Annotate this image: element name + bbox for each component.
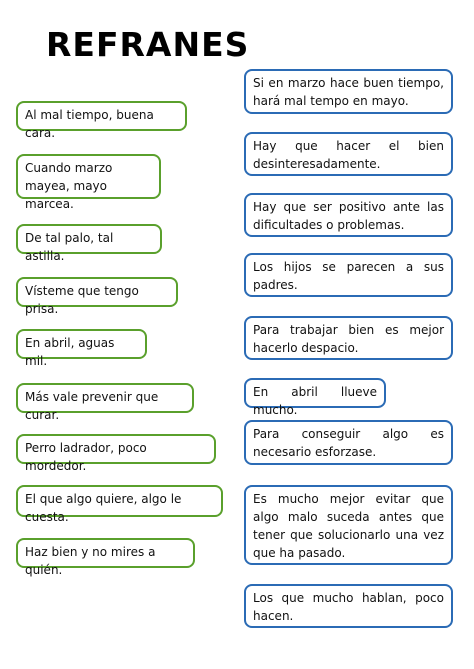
proverb-card[interactable] bbox=[16, 538, 195, 577]
meaning-card[interactable] bbox=[244, 253, 453, 297]
proverb-text: En abril, aguas mil. bbox=[25, 336, 115, 368]
proverb-card[interactable] bbox=[16, 154, 161, 211]
meaning-card[interactable] bbox=[244, 132, 453, 176]
proverb-text: De tal palo, tal astilla. bbox=[25, 231, 114, 263]
proverb-card[interactable] bbox=[16, 224, 162, 263]
meaning-text: Hay que ser positivo ante las dificultades o problemas. bbox=[253, 200, 444, 232]
meaning-card[interactable] bbox=[244, 69, 453, 114]
meaning-text: Los que mucho hablan, poco hacen. bbox=[253, 591, 444, 623]
proverb-card[interactable] bbox=[16, 434, 216, 473]
meaning-text: Para conseguir algo es necesario esforzase. bbox=[253, 427, 444, 459]
proverb-card[interactable] bbox=[16, 101, 187, 140]
proverb-text: El que algo quiere, algo le cuesta. bbox=[25, 492, 182, 524]
proverb-card[interactable] bbox=[16, 277, 178, 316]
meaning-card[interactable] bbox=[244, 584, 453, 628]
meaning-card[interactable] bbox=[244, 193, 453, 237]
proverb-text: Haz bien y no mires a quién. bbox=[25, 545, 156, 577]
meaning-text: Si en marzo hace buen tiempo, hará mal tempo en mayo. bbox=[253, 76, 444, 108]
meaning-card[interactable] bbox=[244, 420, 453, 465]
proverb-card[interactable] bbox=[16, 485, 223, 524]
proverb-card[interactable] bbox=[16, 329, 147, 368]
proverb-text: Al mal tiempo, buena cara. bbox=[25, 108, 154, 140]
meaning-text: Los hijos se parecen a sus padres. bbox=[253, 260, 444, 292]
proverb-card[interactable] bbox=[16, 383, 194, 422]
proverb-text: Vísteme que tengo prisa. bbox=[25, 284, 139, 316]
page-title: REFRANES bbox=[46, 25, 250, 64]
meaning-card[interactable] bbox=[244, 316, 453, 360]
meaning-text: Hay que hacer el bien desinteresadamente. bbox=[253, 139, 444, 171]
proverb-text: Cuando marzo mayea, mayo marcea. bbox=[25, 161, 113, 211]
proverb-text: Más vale prevenir que curar. bbox=[25, 390, 159, 422]
meaning-text: En abril llueve mucho. bbox=[253, 385, 377, 417]
meaning-text: Es mucho mejor evitar que algo malo suceda antes que tener que solucionarlo una vez que ha pasado. bbox=[253, 492, 444, 560]
meaning-card[interactable] bbox=[244, 378, 386, 417]
proverb-text: Perro ladrador, poco mordedor. bbox=[25, 441, 147, 473]
meaning-text: Para trabajar bien es mejor hacerlo despacio. bbox=[253, 323, 444, 355]
meaning-card[interactable] bbox=[244, 485, 453, 565]
